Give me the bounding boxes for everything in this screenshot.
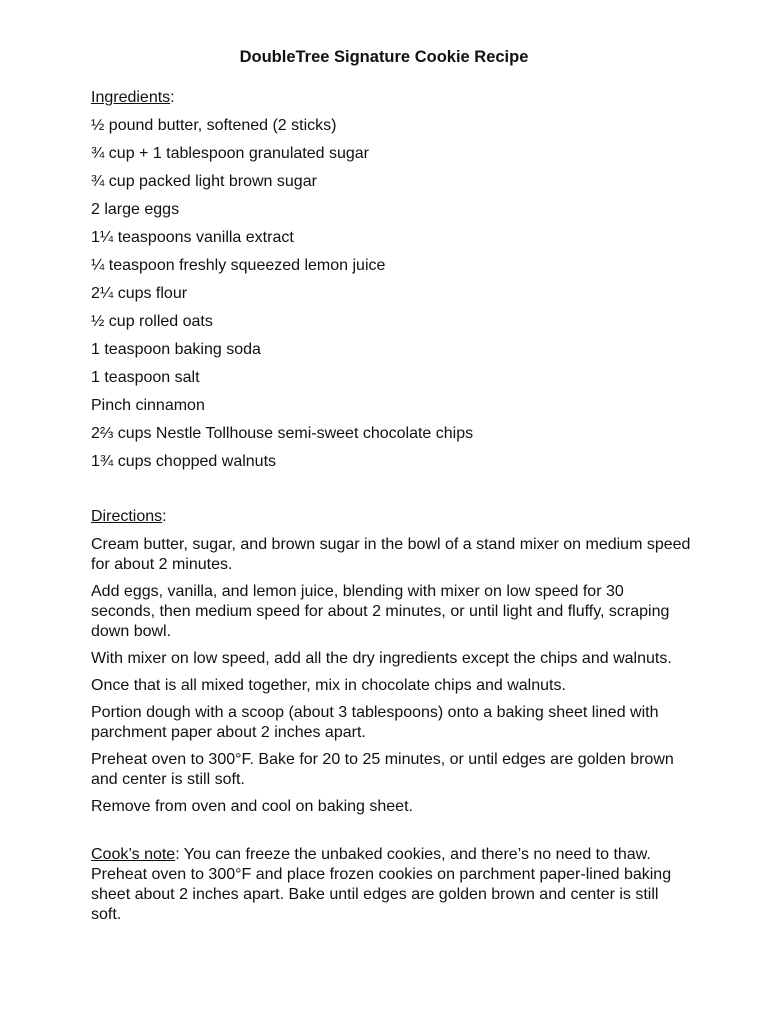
ingredient-item: ½ pound butter, softened (2 sticks) bbox=[91, 117, 337, 134]
direction-step: Cream butter, sugar, and brown sugar in the bowl of a stand mixer on medium speed for about 2 minutes. bbox=[91, 536, 691, 573]
ingredients-heading bbox=[91, 88, 691, 108]
directions-heading-text: Directions bbox=[91, 508, 163, 525]
section-spacer bbox=[91, 480, 691, 507]
ingredient-item: 1¾ cups chopped walnuts bbox=[91, 453, 277, 470]
recipe-content bbox=[91, 88, 691, 925]
direction-step: Once that is all mixed together, mix in chocolate chips and walnuts. bbox=[91, 677, 566, 694]
ingredient-item: 2¼ cups flour bbox=[91, 285, 188, 302]
direction-step: Remove from oven and cool on baking sheet. bbox=[91, 798, 413, 815]
direction-step: With mixer on low speed, add all the dry ingredients except the chips and walnuts. bbox=[91, 650, 672, 667]
cooks-note-text: : You can freeze the unbaked cookies, and there’s no need to thaw. Preheat oven to 300°F and place frozen cookies on parchment paper-lined baking sheet about 2 inches apart. Bake until edges are golden brown and center is still soft. bbox=[91, 846, 672, 923]
ingredient-item: 1 teaspoon salt bbox=[91, 369, 200, 386]
section-spacer bbox=[91, 824, 691, 845]
ingredient-item: 2 large eggs bbox=[91, 201, 180, 218]
ingredient-item: Pinch cinnamon bbox=[91, 397, 205, 414]
directions-heading bbox=[91, 507, 691, 527]
cooks-note-label: Cook’s note bbox=[91, 846, 176, 863]
ingredient-item: 1 teaspoon baking soda bbox=[91, 341, 261, 358]
recipe-title: DoubleTree Signature Cookie Recipe bbox=[239, 48, 529, 66]
ingredient-item: 1¼ teaspoons vanilla extract bbox=[91, 229, 294, 246]
cooks-note bbox=[91, 845, 691, 925]
direction-step: Portion dough with a scoop (about 3 tablespoons) onto a baking sheet lined with parchment paper about 2 inches apart. bbox=[91, 704, 659, 741]
ingredients-heading-text: Ingredients bbox=[91, 89, 171, 106]
ingredient-item: ¾ cup packed light brown sugar bbox=[91, 173, 317, 190]
ingredients-heading-colon: : bbox=[170, 89, 175, 106]
ingredient-item: ¼ teaspoon freshly squeezed lemon juice bbox=[91, 257, 386, 274]
ingredients-list bbox=[91, 116, 691, 480]
ingredient-item: 2⅔ cups Nestle Tollhouse semi-sweet chocolate chips bbox=[91, 425, 474, 442]
direction-step: Preheat oven to 300°F. Bake for 20 to 25 minutes, or until edges are golden brown and center is still soft. bbox=[91, 751, 674, 788]
ingredient-item: ½ cup rolled oats bbox=[91, 313, 213, 330]
directions-heading-colon: : bbox=[162, 508, 167, 525]
ingredient-item: ¾ cup + 1 tablespoon granulated sugar bbox=[91, 145, 369, 162]
direction-step: Add eggs, vanilla, and lemon juice, blending with mixer on low speed for 30 seconds, then medium speed for about 2 minutes, or until light and fluffy, scraping down bowl. bbox=[91, 583, 670, 640]
